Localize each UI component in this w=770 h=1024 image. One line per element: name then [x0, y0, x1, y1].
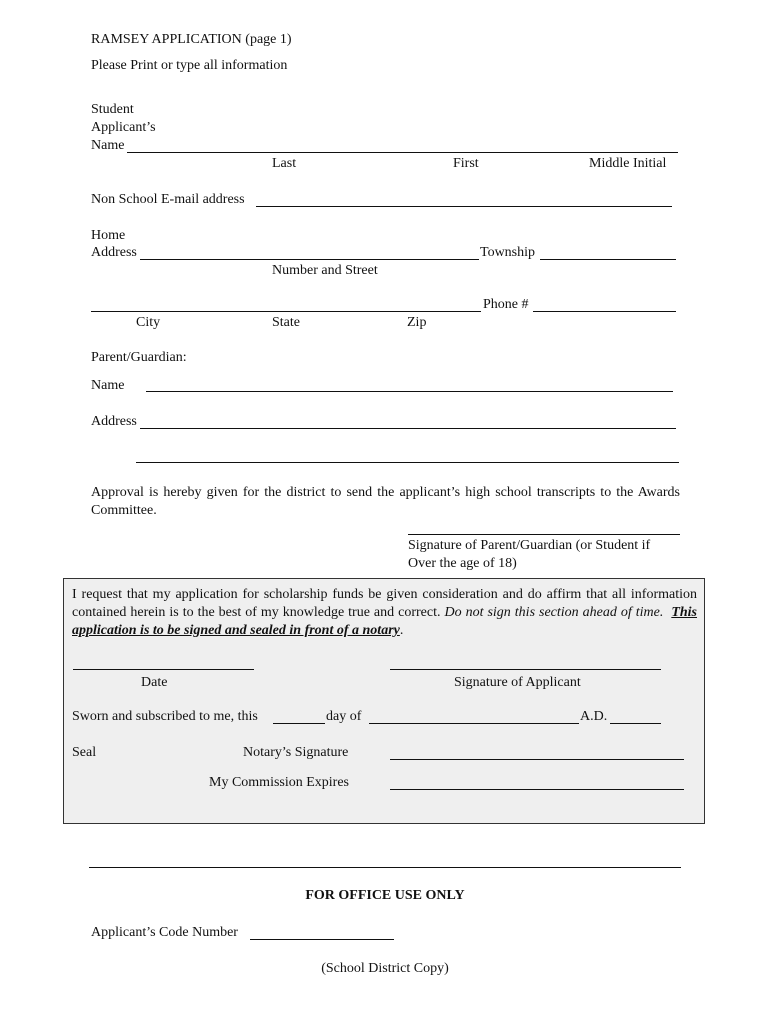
first-name-caption: First: [453, 156, 479, 171]
parent-heading: Parent/Guardian:: [91, 350, 187, 365]
street-caption: Number and Street: [272, 263, 378, 278]
state-caption: State: [272, 315, 300, 330]
notary-requirement: This application is to be signed and sealed in front of a notary: [72, 605, 698, 638]
date-caption: Date: [141, 675, 168, 690]
phone-field[interactable]: [533, 311, 676, 312]
township-label: Township: [480, 245, 536, 260]
parent-address-field-line2[interactable]: [136, 462, 679, 463]
applicant-code-label: Applicant’s Code Number: [91, 925, 238, 940]
commission-expires-field[interactable]: [390, 789, 684, 790]
date-field[interactable]: [73, 669, 254, 670]
home-label-line1: Home: [91, 228, 126, 243]
office-divider: [89, 867, 681, 868]
approval-statement: Approval is hereby given for the district to send the applicant’s high school transcripts to the Awards Committee.: [91, 485, 680, 518]
notary-requirement-period: .: [399, 623, 404, 638]
student-name-label: Name: [91, 138, 125, 153]
parent-address-label: Address: [91, 414, 137, 429]
form-title: RAMSEY APPLICATION (page 1): [91, 32, 292, 47]
zip-caption: Zip: [407, 315, 427, 330]
email-field[interactable]: [256, 206, 672, 207]
affirmation-text: I request that my application for scholarship funds be given consideration and do affirm that all information contained herein is to the best of my knowledge true and correct.: [72, 587, 697, 620]
parent-signature-caption-line2: Over the age of 18): [408, 556, 517, 571]
notary-signature-field[interactable]: [390, 759, 684, 760]
parent-signature-field[interactable]: [408, 534, 680, 535]
notary-signature-label: Notary’s Signature: [243, 745, 349, 760]
sworn-text-start: Sworn and subscribed to me, this: [72, 709, 258, 724]
city-caption: City: [136, 315, 161, 330]
phone-label: Phone #: [483, 297, 529, 312]
township-field[interactable]: [540, 259, 676, 260]
commission-expires-label: My Commission Expires: [209, 775, 350, 790]
email-label: Non School E-mail address: [91, 192, 245, 207]
notary-statement: [72, 586, 697, 640]
sworn-year-field[interactable]: [610, 723, 661, 724]
sworn-month-field[interactable]: [369, 723, 579, 724]
copy-note: (School District Copy): [321, 961, 449, 976]
applicant-signature-field[interactable]: [390, 669, 661, 670]
applicant-signature-caption: Signature of Applicant: [454, 675, 581, 690]
seal-label: Seal: [72, 745, 97, 760]
home-address-label: Address: [91, 245, 137, 260]
form-instructions: Please Print or type all information: [91, 58, 288, 73]
sworn-text-ad: A.D.: [580, 709, 608, 724]
student-label-line1: Student: [91, 102, 134, 117]
sworn-day-field[interactable]: [273, 723, 325, 724]
parent-address-field[interactable]: [140, 428, 676, 429]
city-state-zip-field[interactable]: [91, 311, 481, 312]
student-name-field[interactable]: [127, 152, 678, 153]
last-name-caption: Last: [272, 156, 297, 171]
do-not-sign-warning: Do not sign this section ahead of time.: [444, 605, 664, 620]
home-address-field[interactable]: [140, 259, 479, 260]
parent-signature-caption-line1: Signature of Parent/Guardian (or Student if: [408, 538, 651, 553]
office-use-heading: FOR OFFICE USE ONLY: [305, 888, 465, 903]
middle-initial-caption: Middle Initial: [589, 156, 667, 171]
parent-name-label: Name: [91, 378, 125, 393]
student-label-line2: Applicant’s: [91, 120, 156, 135]
parent-name-field[interactable]: [146, 391, 673, 392]
sworn-text-day-of: day of: [326, 709, 362, 724]
applicant-code-field[interactable]: [250, 939, 394, 940]
